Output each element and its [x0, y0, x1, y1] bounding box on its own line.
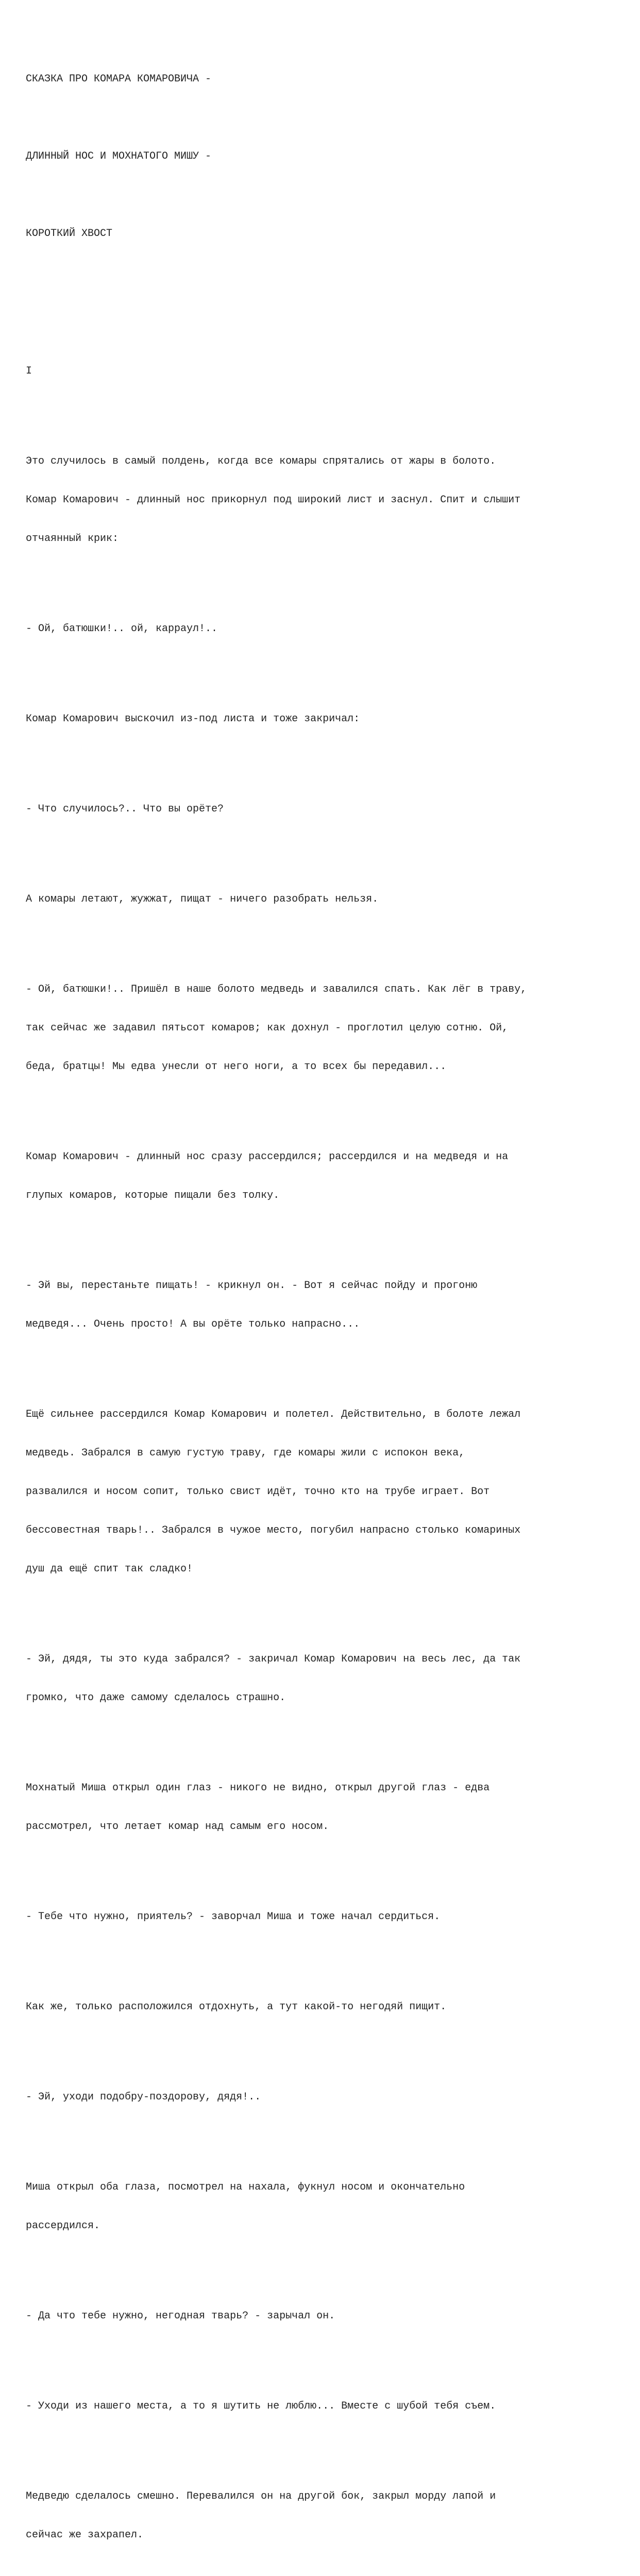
title-line: СКАЗКА ПРО КОМАРА КОМАРОВИЧА -	[26, 73, 212, 85]
paragraph-line: глупых комаров, которые пищали без толку.	[26, 1190, 280, 1201]
paragraph-line: - Ой, батюшки!.. ой, карраул!..	[26, 623, 218, 635]
document-page	[26, 34, 613, 2576]
chapter-heading: I	[26, 365, 32, 377]
paragraph-line: медведя... Очень просто! А вы орёте только напрасно...	[26, 1318, 360, 1330]
paragraph-line: отчаянный крик:	[26, 533, 119, 545]
paragraph-line: Медведю сделалось смешно. Перевалился он на другой бок, закрыл морду лапой и	[26, 2490, 496, 2502]
paragraph-line: сейчас же захрапел.	[26, 2529, 144, 2541]
paragraph-line: Мохнатый Миша открыл один глаз - никого не видно, открыл другой глаз - едва	[26, 1782, 490, 1794]
title-line: КОРОТКИЙ ХВОСТ	[26, 228, 113, 240]
paragraph-line: Комар Комарович - длинный нос прикорнул под широкий лист и заснул. Спит и слышит	[26, 494, 521, 506]
paragraph-line: - Эй, дядя, ты это куда забрался? - закричал Комар Комарович на весь лес, да так	[26, 1653, 521, 1665]
paragraph-line: беда, братцы! Мы едва унесли от него ноги, а то всех бы передавил...	[26, 1061, 447, 1073]
paragraph-line: Ещё сильнее рассердился Комар Комарович и полетел. Действительно, в болоте лежал	[26, 1409, 521, 1420]
paragraph-line: - Эй вы, перестаньте пищать! - крикнул он. - Вот я сейчас пойду и прогоню	[26, 1280, 478, 1292]
paragraph-line: развалился и носом сопит, только свист идёт, точно кто на трубе играет. Вот	[26, 1486, 490, 1498]
paragraph-line: рассердился.	[26, 2220, 100, 2232]
paragraph-line: Комар Комарович выскочил из-под листа и тоже закричал:	[26, 713, 360, 725]
paragraph-line: так сейчас же задавил пятьсот комаров; как дохнул - проглотил целую сотню. Ой,	[26, 1022, 509, 1034]
paragraph-line: А комары летают, жужжат, пищат - ничего разобрать нельзя.	[26, 893, 379, 905]
title-line: ДЛИННЫЙ НОС И МОХНАТОГО МИШУ -	[26, 150, 212, 162]
paragraph-line: медведь. Забрался в самую густую траву, где комары жили с испокон века,	[26, 1447, 465, 1459]
paragraph-line: Комар Комарович - длинный нос сразу рассердился; рассердился и на медведя и на	[26, 1151, 509, 1163]
paragraph-line: - Эй, уходи подобру-поздорову, дядя!..	[26, 2091, 261, 2103]
paragraph-line: бессовестная тварь!.. Забрался в чужое место, погубил напрасно столько комариных	[26, 1524, 521, 1536]
paragraph-line: Миша открыл оба глаза, посмотрел на нахала, фукнул носом и окончательно	[26, 2181, 465, 2193]
paragraph-line: Это случилось в самый полдень, когда все комары спрятались от жары в болото.	[26, 455, 496, 467]
paragraph-line: - Да что тебе нужно, негодная тварь? - зарычал он.	[26, 2310, 335, 2322]
paragraph-line: Как же, только расположился отдохнуть, а тут какой-то негодяй пищит.	[26, 2001, 447, 2013]
paragraph-line: - Что случилось?.. Что вы орёте?	[26, 803, 224, 815]
paragraph-line: - Уходи из нашего места, а то я шутить не люблю... Вместе с шубой тебя съем.	[26, 2400, 496, 2412]
paragraph-line: громко, что даже самому сделалось страшно.	[26, 1692, 286, 1704]
paragraph-line: - Тебе что нужно, приятель? - заворчал Миша и тоже начал сердиться.	[26, 1911, 441, 1923]
paragraph-line: - Ой, батюшки!.. Пришёл в наше болото медведь и завалился спать. Как лёг в траву,	[26, 984, 527, 995]
paragraph-line: рассмотрел, что летает комар над самым его носом.	[26, 1821, 329, 1833]
paragraph-line: душ да ещё спит так сладко!	[26, 1563, 193, 1575]
